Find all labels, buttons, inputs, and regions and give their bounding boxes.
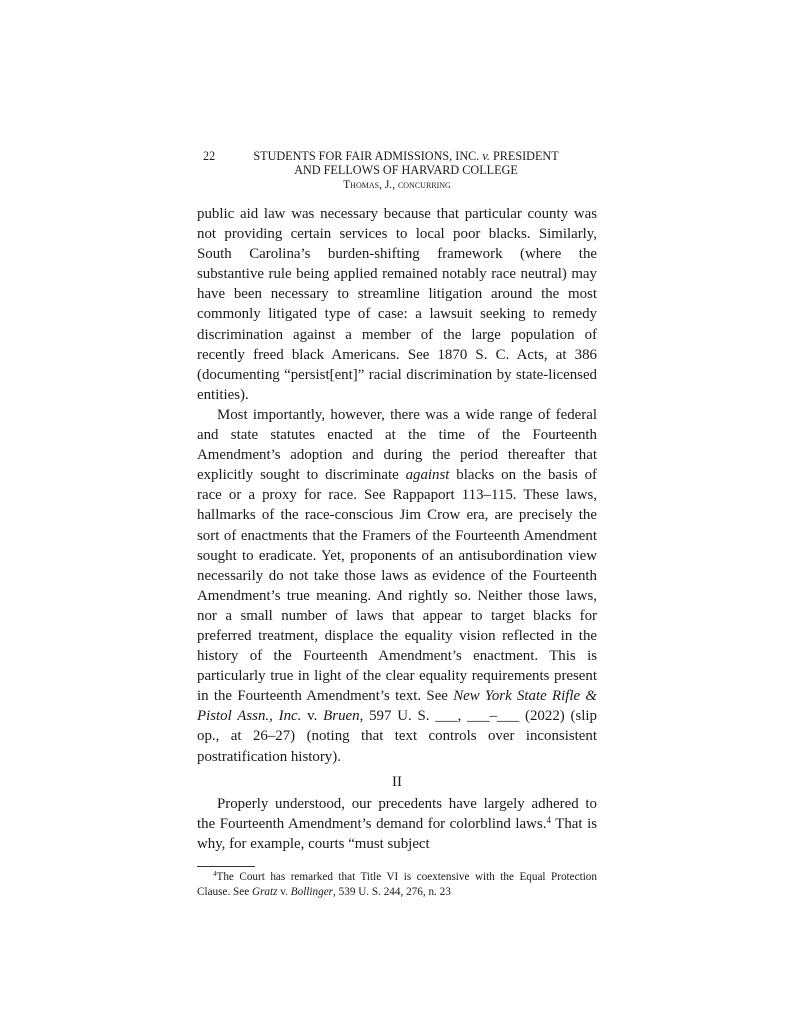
case-citation-v: v. bbox=[301, 708, 324, 725]
opinion-author-line bbox=[197, 179, 597, 193]
case-title-line1: STUDENTS FOR FAIR ADMISSIONS, INC. bbox=[253, 149, 483, 163]
paragraph-2-part-c: , 597 U. S. ___, ___–___ (2022) (slip op., at 26–27) (noting that text controls over inconsistent postratification history). bbox=[197, 708, 597, 765]
opinion-body bbox=[197, 204, 597, 854]
paragraph-1: public aid law was necessary because that particular county was not providing certain services to local poor blacks. Similarly, South Carolina’s burden-shifting framework (where the substantive rule being applied remained notably race neutral) may have been necessary to streamline litigation around the most commonly litigated type of case: a lawsuit seeking to remedy discrimination against a member of the large population of recently freed black Americans. See 1870 S. C. Acts, at 386 (documenting “persist[ent]” racial discrimination by state-licensed entities). bbox=[197, 206, 597, 403]
case-citation-party: Bruen bbox=[323, 708, 360, 725]
opinion-type: , concurring bbox=[392, 179, 451, 191]
paragraph-2-part-b: blacks on the basis of race or a proxy for race. See Rappaport 113–115. These laws, hallmarks of the race-conscious Jim Crow era, are precisely the sort of enactments that the Framers of the Fourteenth Amendment sought to eradicate. Yet, proponents of an antisubordination view necessarily do not take those laws as evidence of the Fourteenth Amendment’s true meaning. And rightly so. Neither those laws, nor a small number of laws that appear to target blacks for preferred treatment, displace the equality vision reflected in the history of the Fourteenth Amendment’s enactment. This is particularly true in light of the clear equality requirements present in the Fourteenth Amendment’s text. See bbox=[197, 467, 598, 705]
opinion-author: Thomas, J. bbox=[343, 179, 393, 191]
case-title-line1-end: PRESIDENT bbox=[489, 149, 559, 163]
paragraph-3 bbox=[197, 794, 597, 854]
paragraph-3-part-b: That is why, for example, courts “must subject bbox=[197, 815, 598, 852]
footnote-4 bbox=[197, 870, 597, 899]
footnote-case-v: v. bbox=[277, 885, 291, 898]
footnote-mark: 4 bbox=[213, 870, 217, 878]
footnote-text-b: , 539 U. S. 244, 276, n. 23 bbox=[333, 885, 451, 898]
case-title-line2: AND FELLOWS OF HARVARD COLLEGE bbox=[294, 162, 518, 177]
running-head bbox=[197, 148, 597, 196]
opinion-page bbox=[197, 148, 597, 899]
emphasis-against: against bbox=[405, 467, 450, 484]
footnote-reference: 4 bbox=[546, 814, 551, 825]
case-citation-name: New York State Rifle & Pistol Assn., Inc. bbox=[197, 688, 597, 725]
paragraph-2 bbox=[197, 405, 597, 767]
paragraph-3-part-a: Properly understood, our precedents have largely adhered to the Fourteenth Amendment’s demand for colorblind laws. bbox=[197, 795, 597, 832]
footnote-case-name: Gratz bbox=[252, 885, 278, 898]
page-number: 22 bbox=[203, 149, 216, 163]
footnote-case-party: Bollinger bbox=[290, 885, 334, 898]
case-title-versus: v. bbox=[482, 149, 490, 163]
case-title bbox=[197, 148, 597, 177]
section-heading: II bbox=[392, 773, 402, 790]
footnote-divider bbox=[197, 866, 255, 867]
paragraph-2-part-a: Most importantly, however, there was a wide range of federal and state statutes enacted at the time of the Fourteenth Amendment’s adoption and during the period thereafter that explicitly sought to discriminate bbox=[197, 406, 597, 484]
footnote-text-a: The Court has remarked that Title VI is coextensive with the Equal Protection Clause. See bbox=[197, 871, 597, 898]
